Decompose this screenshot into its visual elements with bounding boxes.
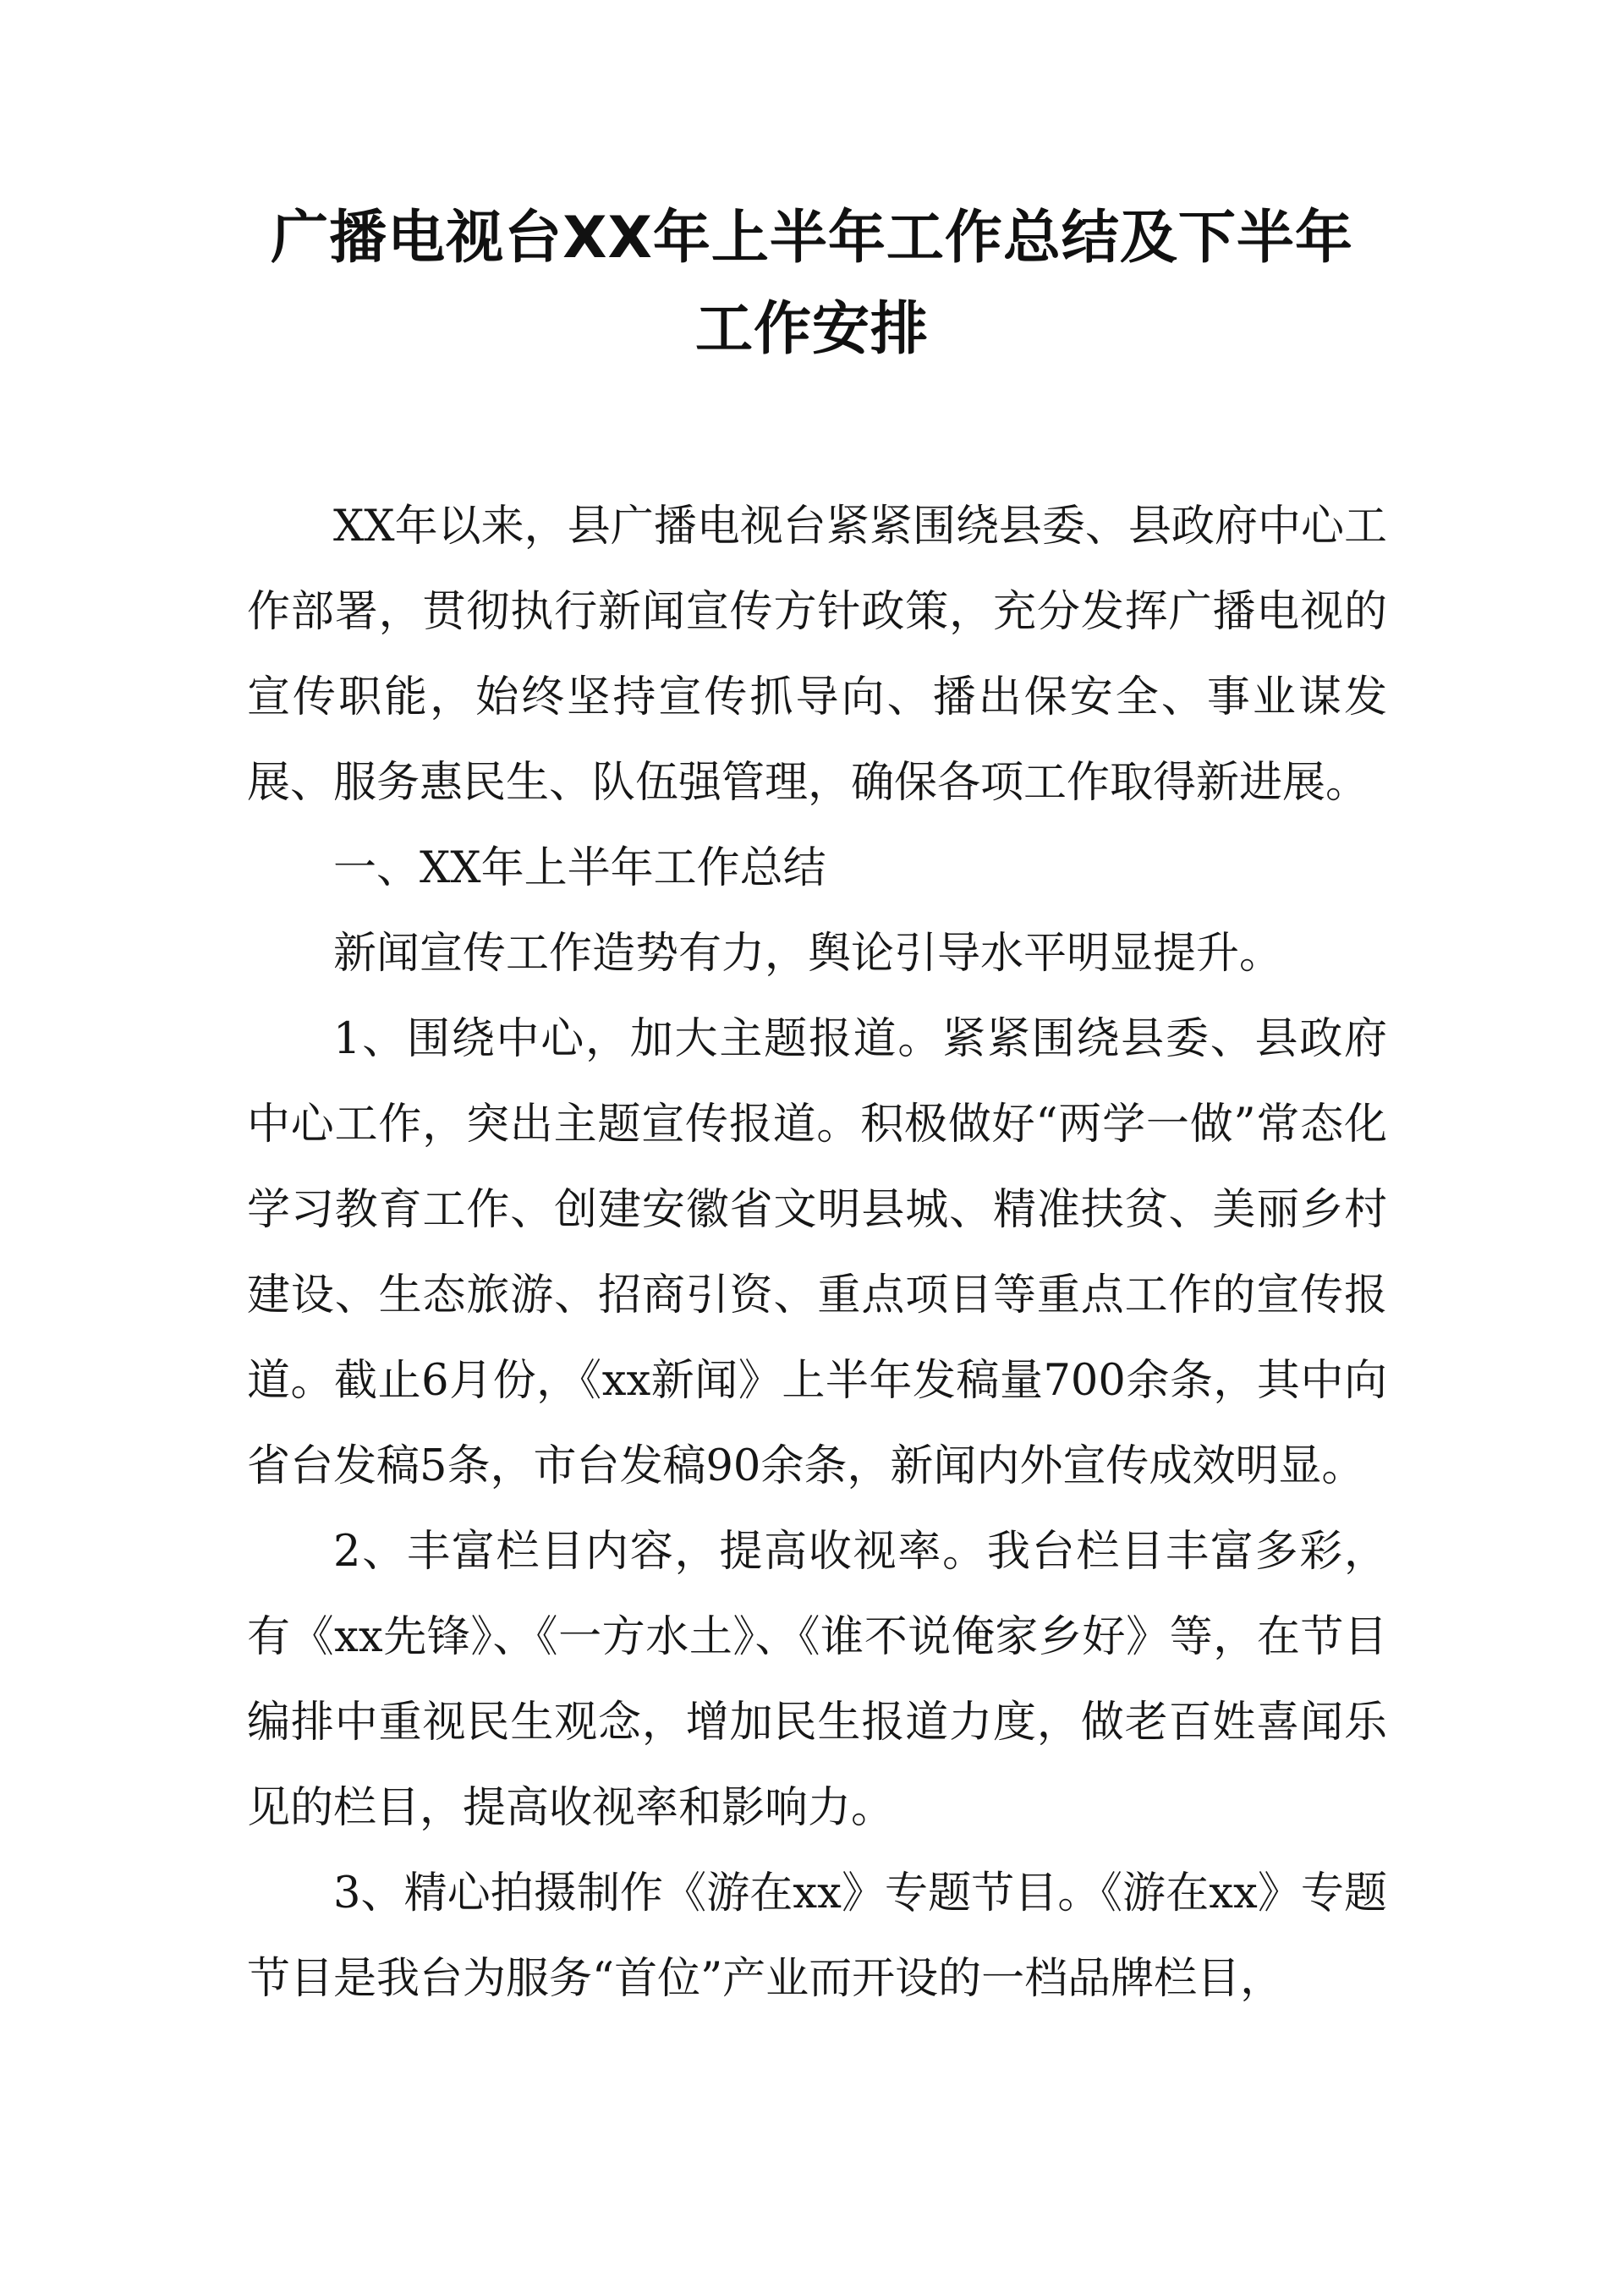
- paragraph-summary: 新闻宣传工作造势有力，舆论引导水平明显提升。: [333, 929, 1283, 979]
- title-line-1: 广播电视台XX年上半年工作总结及下半年: [271, 205, 1353, 272]
- paragraph-item-2: 2、丰富栏目内容，提高收视率。我台栏目丰富多彩，有《xx先锋》、《一方水土》、《谁不说俺家乡好》等，在节目编排中重视民生观念，增加民生报道力度，做老百姓喜闻乐见的栏目，提高收视率和影响力。: [247, 1527, 1387, 1833]
- section-heading-1: 一、XX年上半年工作总结: [333, 843, 826, 893]
- paragraph-item-1: 1、围绕中心，加大主题报道。紧紧围绕县委、县政府中心工作，突出主题宣传报道。积极做好“两学一做”常态化学习教育工作、创建安徽省文明县城、精准扶贫、美丽乡村建设、生态旅游、招商引资、重点项目等重点工作的宣传报道。截止6月份，《xx新闻》上半年发稿量700余条，其中向省台发稿5条，市台发稿90余条，新闻内外宣传成效明显。: [247, 1014, 1387, 1491]
- document-body: [247, 484, 1387, 2022]
- title-line-2: 工作安排: [694, 296, 929, 363]
- document-title: [245, 193, 1379, 376]
- paragraph-intro: XX年以来，县广播电视台紧紧围绕县委、县政府中心工作部署，贯彻执行新闻宣传方针政策，充分发挥广播电视的宣传职能，始终坚持宣传抓导向、播出保安全、事业谋发展、服务惠民生、队伍强管理，确保各项工作取得新进展。: [247, 502, 1387, 808]
- paragraph-item-3: 3、精心拍摄制作《游在xx》专题节目。《游在xx》专题节目是我台为服务“首位”产业而开设的一档品牌栏目，: [247, 1869, 1387, 2004]
